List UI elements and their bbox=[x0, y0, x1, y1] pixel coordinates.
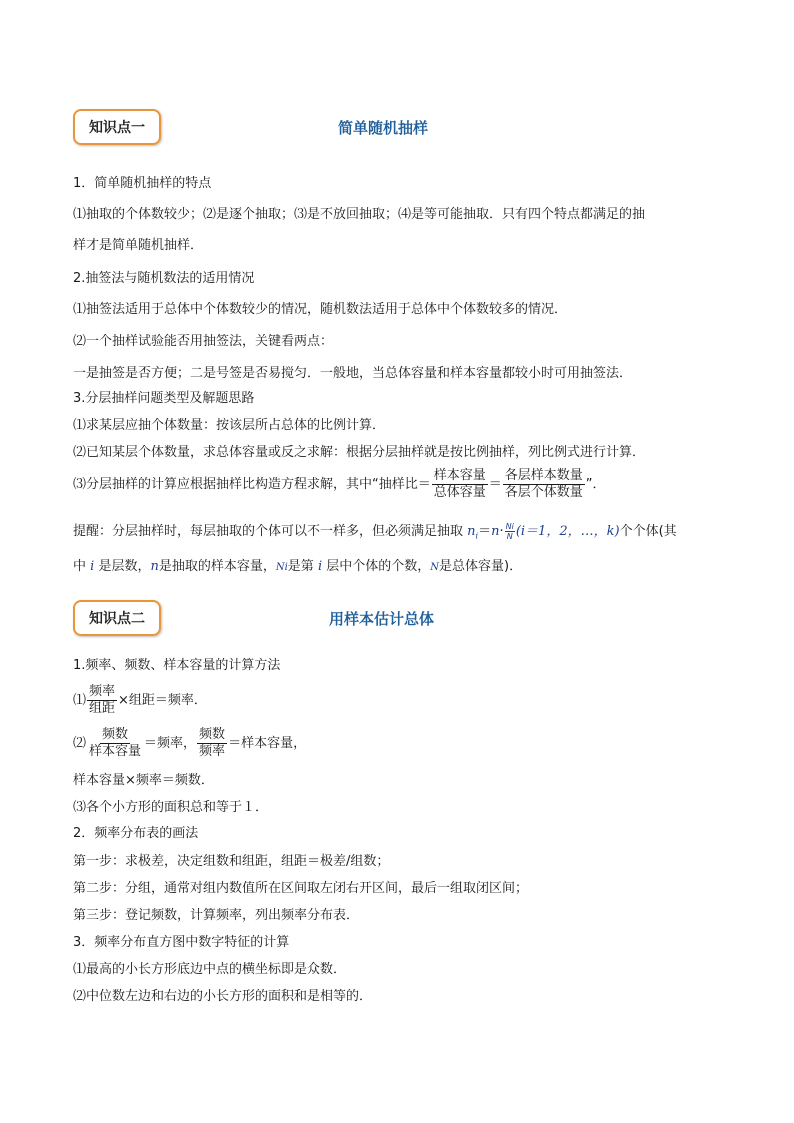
paragraph: ⑴抽取的个体数较少；⑵是逐个抽取；⑶是不放回抽取；⑷是等可能抽取．只有四个特点都满足的抽 bbox=[73, 207, 646, 222]
section-1-title: 简单随机抽样 bbox=[338, 119, 429, 137]
reminder-text: 是总体容量)． bbox=[439, 559, 523, 574]
math-dot: · bbox=[499, 524, 504, 539]
paragraph: 3．频率分布直方图中数字特征的计算 bbox=[73, 935, 290, 950]
fraction-denominator: 频率 bbox=[199, 744, 226, 759]
paragraph: ⑵已知某层个体数量，求总体容量或反之求解：根据分层抽样就是按比例抽样，列比例式进行计算． bbox=[73, 445, 646, 460]
fraction-numerator: 样本容量 bbox=[433, 468, 486, 483]
paragraph: 样才是简单随机抽样． bbox=[73, 238, 204, 253]
fraction-numerator: 频数 bbox=[102, 727, 129, 742]
paragraph: ⑵一个抽样试验能否用抽签法，关键看两点： bbox=[73, 334, 334, 349]
reminder-text: 个个体(其 bbox=[619, 524, 677, 539]
paragraph: 1.频率、频数、样本容量的计算方法 bbox=[73, 658, 281, 673]
reminder-text: 提醒：分层抽样时，每层抽取的个体可以不一样多，但必须满足抽取 bbox=[73, 524, 468, 539]
formula-line bbox=[73, 727, 306, 760]
paragraph: 一是抽签是否方便；二是号签是否易搅匀．一般地，当总体容量和样本容量都较小时可用抽签法． bbox=[73, 366, 633, 381]
reminder-text: 是第 bbox=[287, 559, 318, 574]
formula-text: ⑴ bbox=[73, 693, 87, 708]
formula-text: ”． bbox=[585, 477, 606, 492]
paragraph: ⑵中位数左边和右边的小长方形的面积和是相等的． bbox=[73, 989, 373, 1004]
fraction bbox=[197, 727, 227, 760]
formula-line bbox=[73, 684, 207, 717]
section-1-tag: 知识点一 bbox=[73, 109, 161, 145]
fraction-denominator: N bbox=[506, 532, 513, 541]
paragraph: 第一步：求极差，决定组数和组距，组距＝极差/组数； bbox=[73, 854, 390, 869]
math-range: (i＝1，2，…，k) bbox=[515, 524, 620, 539]
math-sub: i bbox=[475, 531, 479, 541]
math-var: n bbox=[467, 524, 476, 539]
reminder-text: 中 bbox=[73, 559, 91, 574]
paragraph: 第二步：分组，通常对组内数值所在区间取左闭右开区间，最后一组取闭区间； bbox=[73, 881, 529, 896]
formula-text: ＝频率， bbox=[144, 736, 197, 751]
paragraph: 1．简单随机抽样的特点 bbox=[73, 176, 212, 191]
formula-line bbox=[73, 468, 606, 501]
paragraph: ⑴抽签法适用于总体中个体数较少的情况，随机数法适用于总体中个体数较多的情况． bbox=[73, 302, 568, 317]
fraction bbox=[503, 468, 585, 501]
section-2-title: 用样本估计总体 bbox=[329, 610, 435, 628]
reminder-line bbox=[73, 522, 677, 546]
fraction bbox=[432, 468, 488, 501]
fraction-numerator: Ni bbox=[505, 522, 514, 531]
paragraph: 2．频率分布表的画法 bbox=[73, 826, 199, 841]
paragraph: 2.抽签法与随机数法的适用情况 bbox=[73, 271, 255, 286]
paragraph: ⑶各个小方形的面积总和等于１． bbox=[73, 800, 269, 815]
fraction-numerator: 频率 bbox=[89, 684, 116, 699]
paragraph: ⑴求某层应抽个体数量：按该层所占总体的比例计算． bbox=[73, 418, 386, 433]
fraction-denominator: 总体容量 bbox=[433, 485, 486, 500]
formula-text: ⑶分层抽样的计算应根据抽样比构造方程求解，其中“抽样比＝ bbox=[73, 477, 431, 492]
paragraph: 第三步：登记频数，计算频率，列出频率分布表． bbox=[73, 908, 360, 923]
reminder-text: 层中个体的个数， bbox=[322, 559, 431, 574]
section-2-header bbox=[73, 600, 733, 640]
fraction-denominator: 样本容量 bbox=[89, 744, 142, 759]
math-var: N bbox=[430, 562, 439, 573]
paragraph: 3.分层抽样问题类型及解题思路 bbox=[73, 391, 255, 406]
formula-text: ＝样本容量， bbox=[228, 736, 307, 751]
math-var: n bbox=[150, 559, 159, 574]
equals-sign: ＝ bbox=[478, 524, 492, 539]
fraction-denominator: 组距 bbox=[89, 701, 116, 716]
fraction bbox=[505, 522, 515, 541]
formula-text: ×组距＝频率． bbox=[118, 693, 207, 708]
section-1-header bbox=[73, 109, 733, 149]
fraction-numerator: 各层样本数量 bbox=[504, 468, 583, 483]
math-var: i bbox=[90, 559, 95, 574]
formula-text: ⑵ bbox=[73, 736, 87, 751]
paragraph: 样本容量×频率＝频数． bbox=[73, 773, 214, 788]
reminder-text: 是抽取的样本容量， bbox=[158, 559, 276, 574]
fraction-numerator: 频数 bbox=[199, 727, 226, 742]
paragraph: ⑴最高的小长方形底边中点的横坐标即是众数． bbox=[73, 962, 347, 977]
fraction-denominator: 各层个体数量 bbox=[504, 485, 583, 500]
section-2-tag: 知识点二 bbox=[73, 600, 161, 636]
fraction bbox=[87, 727, 143, 760]
equals-sign: ＝ bbox=[488, 477, 502, 492]
reminder-line bbox=[73, 558, 522, 577]
math-var: i bbox=[317, 559, 323, 574]
math-var: n bbox=[491, 524, 500, 539]
fraction bbox=[87, 684, 117, 717]
math-var: Ni bbox=[275, 562, 288, 573]
reminder-text: 是层数， bbox=[94, 559, 151, 574]
